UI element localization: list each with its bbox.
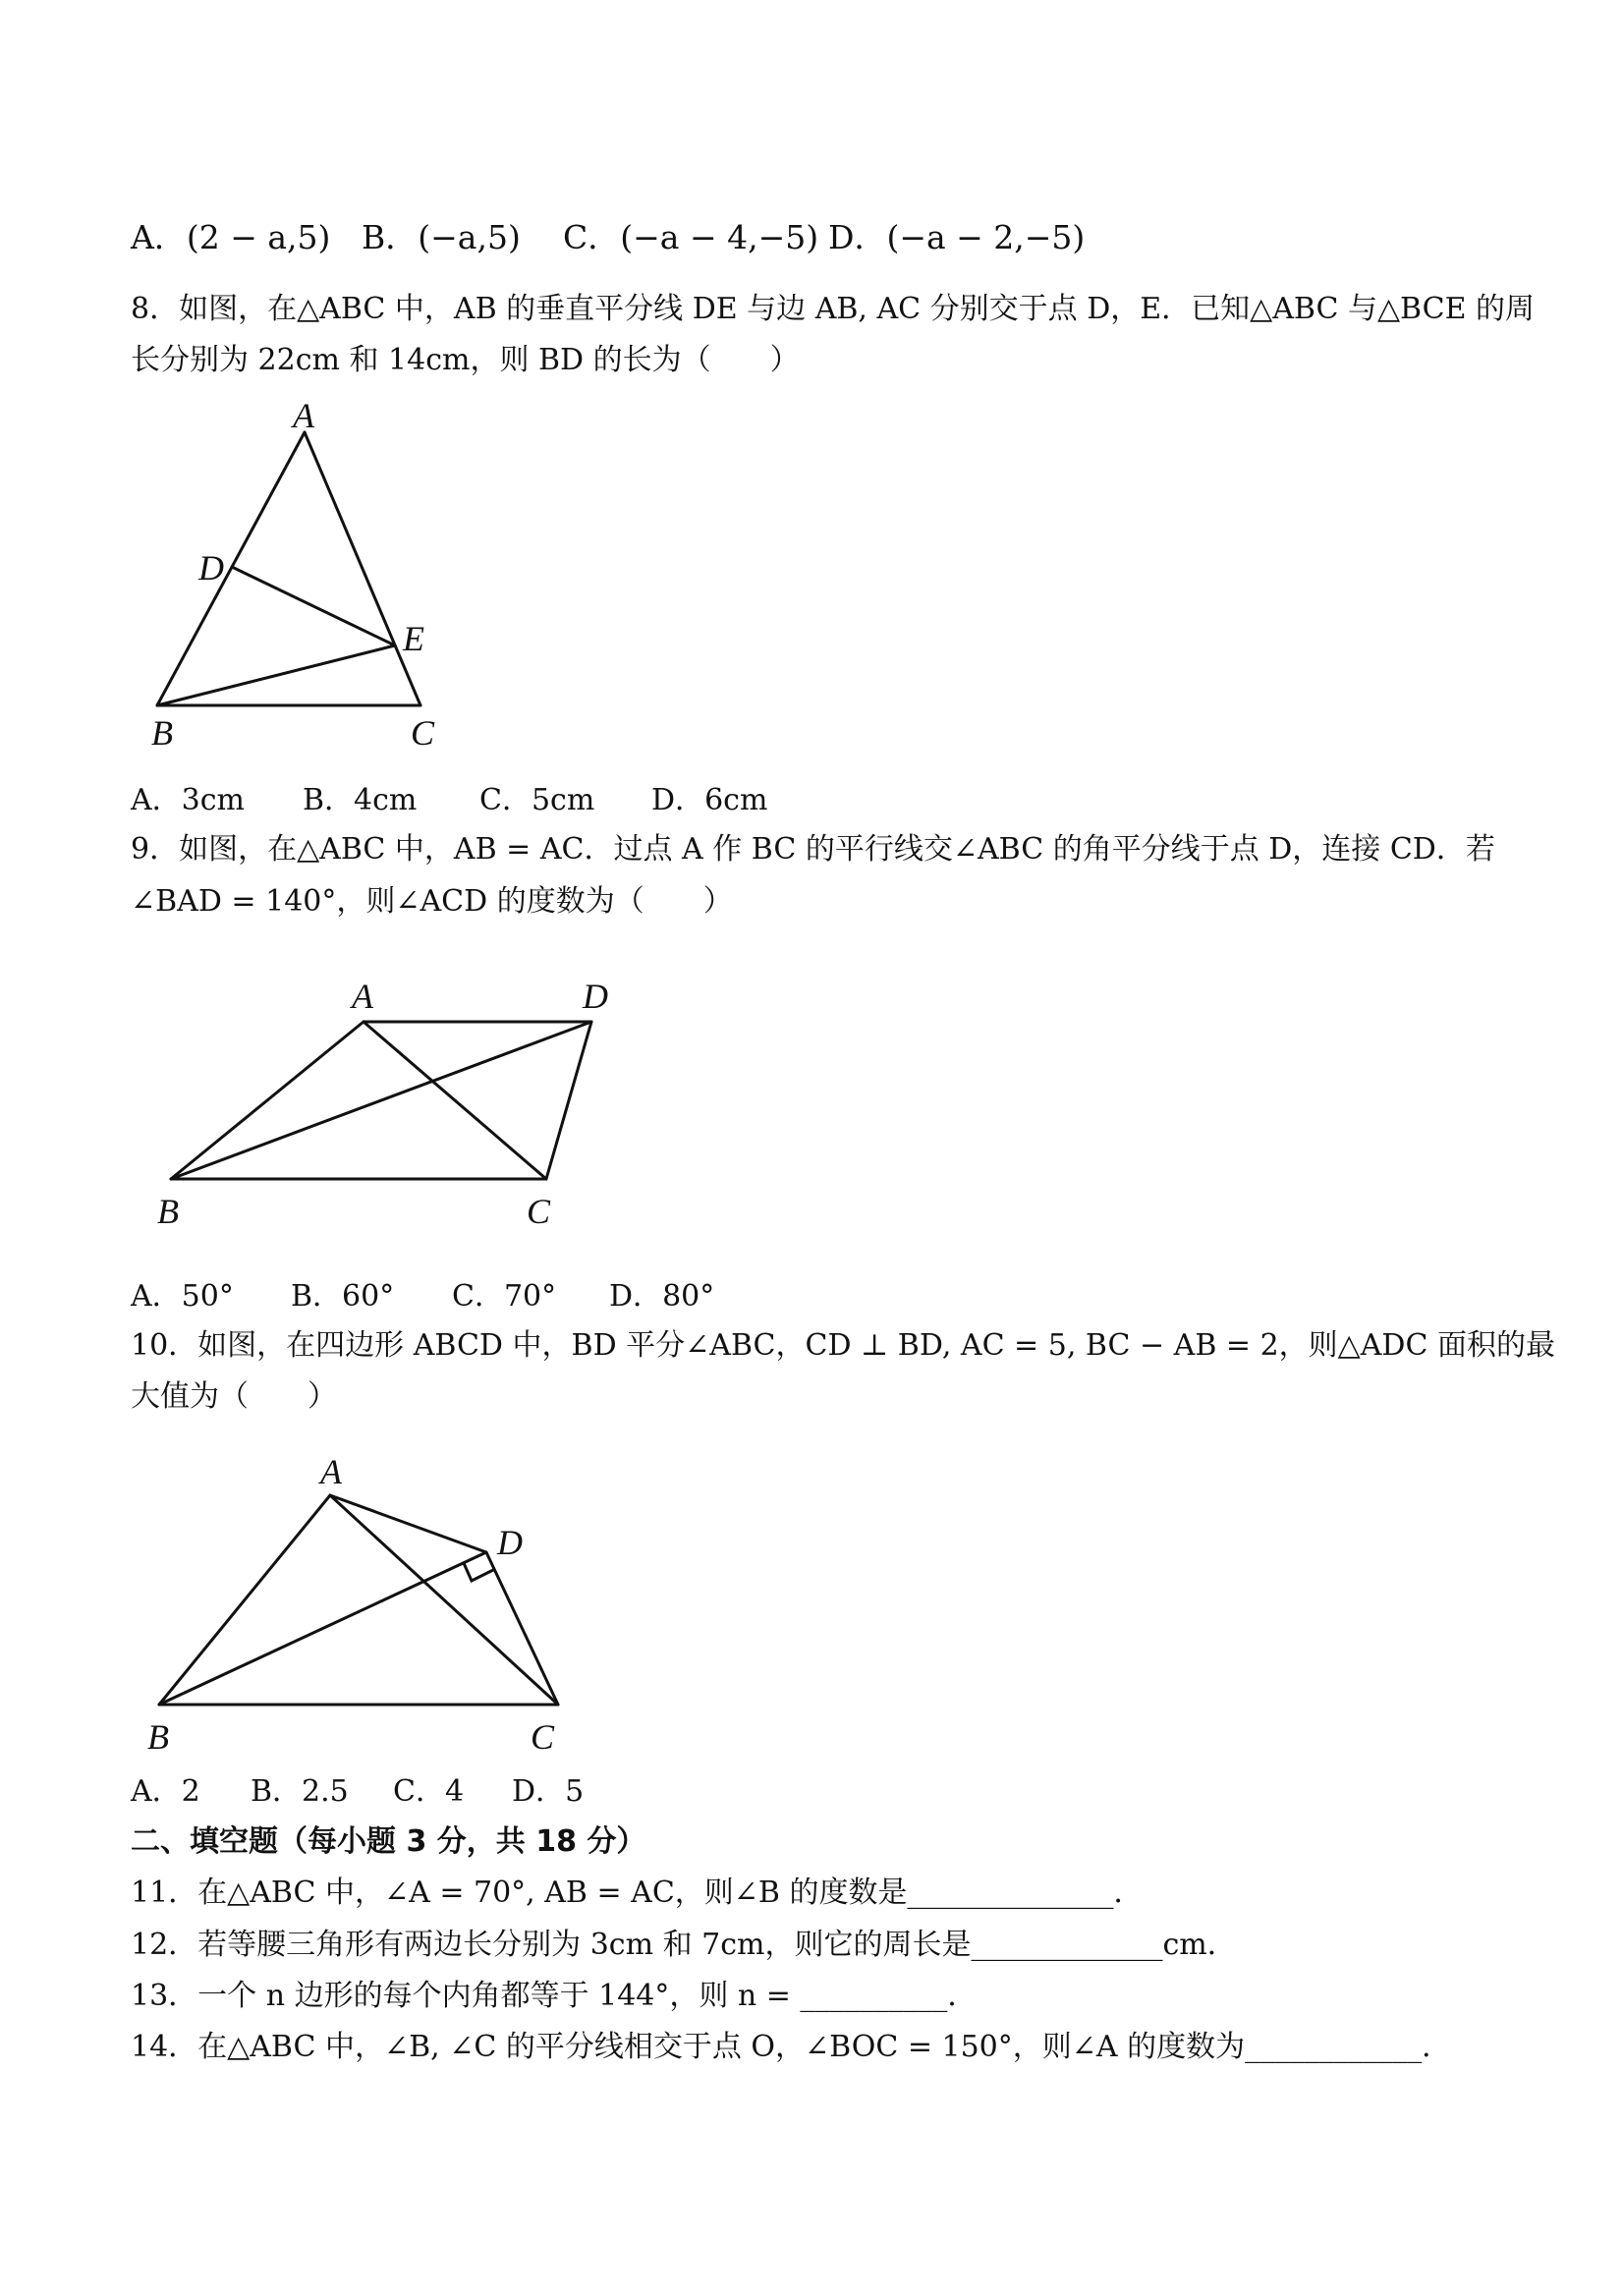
q13-text: 13．一个 n 边形的每个内角都等于 144°，则 n = __________． xyxy=(131,1979,978,2013)
q9-edge-ac xyxy=(364,1022,546,1179)
q7-option-d xyxy=(828,218,1085,257)
q10-stem-line1: 10．如图，在四边形 ABCD 中，BD 平分∠ABC，CD ⊥ BD, AC = 5, BC − AB = 2，则△ADC 面积的最 xyxy=(131,1328,1555,1363)
option-letter: D． xyxy=(828,218,887,256)
option-text: (−a − 4,−5) xyxy=(620,218,819,256)
option-letter: D． xyxy=(512,1774,566,1809)
q9-edge-dc xyxy=(546,1022,591,1179)
q10-label-d: D xyxy=(497,1523,523,1562)
q14-text: 14．在△ABC 中，∠B, ∠C 的平分线相交于点 O，∠BOC = 150°，则∠A 的度数为____________． xyxy=(131,2030,1452,2064)
option-text: 60° xyxy=(342,1279,395,1314)
q9-label-b: B xyxy=(157,1192,179,1231)
option-letter: A． xyxy=(131,783,182,817)
option-text: 2 xyxy=(181,1774,200,1809)
option-text: 5cm xyxy=(531,783,595,817)
q10-edge-ac xyxy=(330,1495,558,1705)
q9-option-a xyxy=(131,1277,234,1316)
section-heading-fill-in: 二、填空题（每小题 3 分，共 18 分） xyxy=(131,1824,646,1859)
option-text: 3cm xyxy=(181,783,246,817)
q9-stem-line2: ∠BAD = 140°，则∠ACD 的度数为（ ） xyxy=(131,884,733,919)
q10-label-a: A xyxy=(320,1452,342,1491)
q10-edge-dc xyxy=(486,1552,558,1705)
option-text: (−a,5) xyxy=(418,218,521,256)
q9-edge-bd xyxy=(171,1022,591,1179)
q10-option-a xyxy=(131,1772,200,1812)
q8-label-c: C xyxy=(411,713,435,753)
q9-option-b xyxy=(291,1277,394,1316)
q8-label-b: B xyxy=(151,713,173,753)
q8-label-a: A xyxy=(293,396,314,435)
q8-stem-line2: 长分别为 22cm 和 14cm，则 BD 的长为（ ） xyxy=(131,343,800,377)
q9-option-c xyxy=(452,1277,556,1316)
q10-edge-bd xyxy=(159,1552,486,1705)
option-text: 4cm xyxy=(354,783,418,817)
q9-label-c: C xyxy=(527,1192,551,1231)
q10-option-b xyxy=(251,1772,349,1812)
option-letter: C． xyxy=(393,1774,445,1809)
q10-label-c: C xyxy=(531,1717,555,1757)
q9-figure xyxy=(147,963,658,1242)
q9-option-d xyxy=(609,1277,714,1316)
option-text: 2.5 xyxy=(302,1774,349,1809)
q10-right-angle-mark xyxy=(464,1563,493,1581)
q7-option-c xyxy=(563,218,818,257)
q8-label-d: D xyxy=(198,548,224,588)
option-text: (−a − 2,−5) xyxy=(886,218,1086,256)
q10-label-b: B xyxy=(147,1717,169,1757)
option-letter: A． xyxy=(131,1279,182,1314)
option-text: (2 − a,5) xyxy=(186,218,331,256)
q10-option-d xyxy=(512,1772,584,1812)
q9-label-a: A xyxy=(352,977,373,1016)
q8-option-a xyxy=(131,781,245,820)
q8-option-d xyxy=(651,781,767,820)
option-letter: D． xyxy=(609,1279,663,1314)
q8-edge-ab xyxy=(157,432,305,705)
option-letter: B． xyxy=(251,1774,303,1809)
q8-option-c xyxy=(479,781,594,820)
option-text: 6cm xyxy=(704,783,768,817)
q12-text: 12．若等腰三角形有两边长分别为 3cm 和 7cm，则它的周长是_____________cm． xyxy=(131,1928,1237,1962)
option-letter: B． xyxy=(362,218,419,256)
q10-edge-ab xyxy=(159,1495,330,1705)
option-text: 70° xyxy=(503,1279,557,1314)
q8-stem-line1: 8．如图，在△ABC 中，AB 的垂直平分线 DE 与边 AB, AC 分别交于点 D，E．已知△ABC 与△BCE 的周 xyxy=(131,292,1536,326)
q10-quadrilateral-diagram xyxy=(147,1444,599,1759)
option-text: 80° xyxy=(662,1279,715,1314)
q9-quadrilateral-diagram xyxy=(147,963,658,1238)
option-text: 4 xyxy=(444,1774,465,1809)
q8-figure xyxy=(147,393,462,770)
q10-edge-ad xyxy=(330,1495,486,1552)
q7-option-b xyxy=(362,218,521,257)
q8-triangle-diagram xyxy=(147,393,462,766)
option-text: 50° xyxy=(181,1279,234,1314)
option-letter: B． xyxy=(291,1279,343,1314)
q8-edge-be xyxy=(157,645,395,705)
q9-label-d: D xyxy=(583,977,608,1016)
option-letter: A． xyxy=(131,1774,182,1809)
option-letter: C． xyxy=(563,218,621,256)
q10-figure xyxy=(147,1444,599,1763)
q9-stem-line1: 9．如图，在△ABC 中，AB = AC．过点 A 作 BC 的平行线交∠ABC 的角平分线于点 D，连接 CD．若 xyxy=(131,832,1495,867)
option-text: 5 xyxy=(565,1774,585,1809)
option-letter: D． xyxy=(651,783,705,817)
q10-option-c xyxy=(393,1772,464,1812)
q10-stem-line2: 大值为（ ） xyxy=(131,1379,337,1414)
q11-text: 11．在△ABC 中，∠A = 70°, AB = AC，则∠B 的度数是______________． xyxy=(131,1876,1144,1910)
option-letter: C． xyxy=(452,1279,504,1314)
q8-option-b xyxy=(303,781,417,820)
option-letter: A． xyxy=(131,218,187,256)
q7-option-a xyxy=(131,218,330,257)
q8-edge-de xyxy=(232,567,395,645)
q9-edge-ab xyxy=(171,1022,364,1179)
option-letter: C． xyxy=(479,783,532,817)
q8-label-e: E xyxy=(403,619,424,658)
option-letter: B． xyxy=(303,783,355,817)
